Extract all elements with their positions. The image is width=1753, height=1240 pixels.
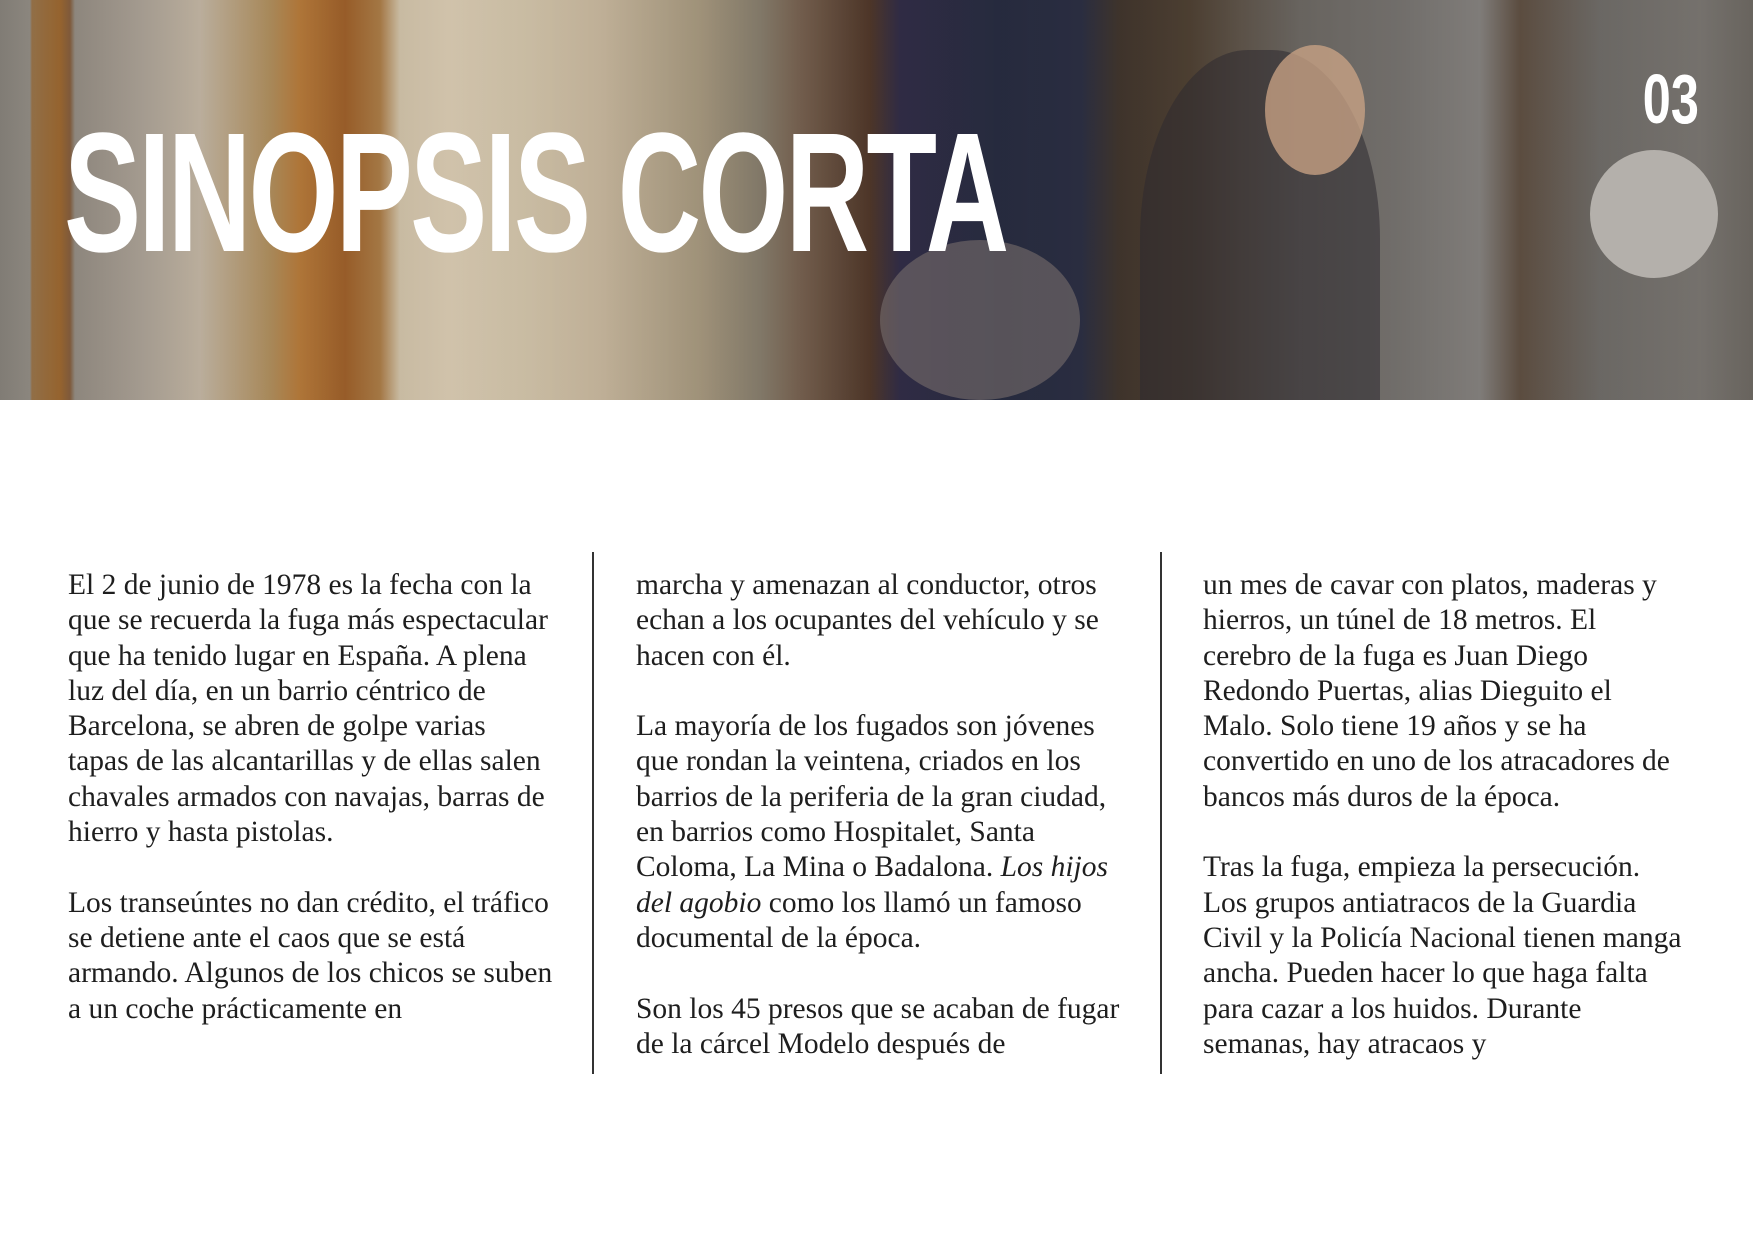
photo-man-head — [1265, 45, 1365, 175]
page-title: SINOPSIS CORTA — [64, 98, 1007, 288]
paragraph-text: La mayoría de los fugados son jóvenes que rondan la veintena, criados en los barrios de la periferia de la gran ciudad, en barrios como Hospitalet, Santa Coloma, La Mina o Badalona. — [636, 710, 1107, 884]
documentary-title: Los hijos del agobio — [636, 851, 1108, 919]
paragraph: un mes de cavar con platos, maderas y hierros, un túnel de 18 metros. El cerebro de la fuga es Juan Diego Redondo Puertas, alias Dieguito el Malo. Solo tiene 19 años y se ha convertido en uno de los atracadores de bancos más duros de la época. — [1203, 569, 1670, 813]
paragraph: Son los 45 presos que se acaban de fugar de la cárcel Modelo después de — [636, 992, 1120, 1060]
synopsis-columns — [68, 568, 1688, 1072]
paragraph-text: como los llamó un famoso documental de la época. — [636, 886, 1082, 954]
paragraph: El 2 de junio de 1978 es la fecha con la que se recuerda la fuga más espectacular que ha tenido lugar en España. A plena luz del día, en un barrio céntrico de Barcelona, se abren de golpe varias tapas de las alcantarillas y de ellas salen chavales armados con navajas, barras de hierro y hasta pistolas. — [68, 569, 548, 849]
page-number: 03 — [1642, 60, 1699, 138]
photo-circle-detail — [1590, 150, 1718, 278]
text-column-3 — [1203, 568, 1688, 1072]
text-column-2 — [636, 568, 1121, 1072]
paragraph: Los transeúntes no dan crédito, el tráfico se detiene ante el caos que se está armando. Algunos de los chicos se suben a un coche prácticamente en — [68, 886, 553, 1025]
text-column-1 — [68, 568, 553, 1072]
paragraph: marcha y amenazan al conductor, otros echan a los ocupantes del vehículo y se hacen con él. — [636, 569, 1099, 672]
header-photo — [0, 0, 1753, 400]
paragraph: Tras la fuga, empieza la persecución. Los grupos antiatracos de la Guardia Civil y la Policía Nacional tienen manga ancha. Pueden hacer lo que haga falta para cazar a los huidos. Durante semanas, hay atracaos y — [1203, 851, 1682, 1060]
paragraph-with-italic — [636, 709, 1121, 956]
